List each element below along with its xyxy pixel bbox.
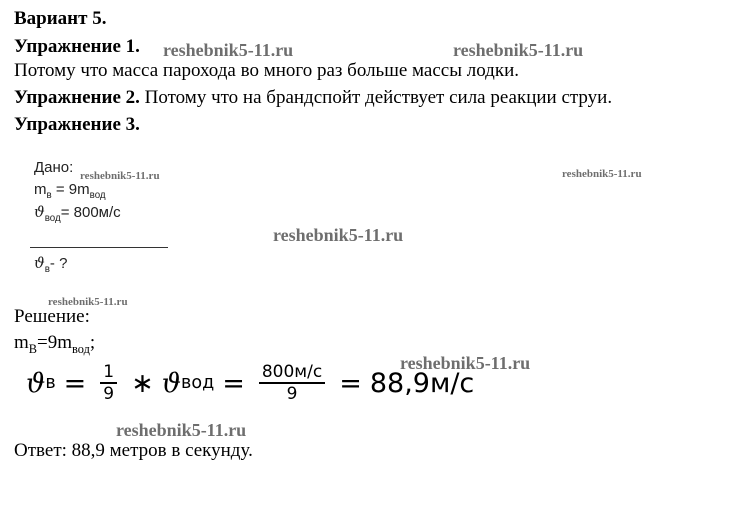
formula-lhs: ϑ (26, 367, 46, 399)
formula-multiply: ∗ (131, 367, 154, 399)
given-water-speed: $ϑ_{вод}= 800м/с$ (34, 203, 121, 224)
exercise1-text: Потому что масса парохода во много раз больше массы лодки. (14, 60, 519, 81)
exercise2-line (14, 87, 612, 109)
fraction-800-over-9: $\frac{800м/с}{9}$ (259, 362, 325, 404)
watermark: reshebnik5-11.ru (562, 168, 642, 180)
watermark: reshebnik5-11.ru (163, 40, 294, 60)
given-divider (30, 247, 168, 248)
given-title: Дано: (34, 159, 74, 176)
watermark: reshebnik5-11.ru (400, 353, 531, 373)
formula-equals-1: = (63, 367, 87, 399)
exercise2-text: Потому что на брандспойт действует сила реакции струи. (139, 87, 613, 108)
formula-equals-2: = (222, 367, 245, 399)
solution-relation: $m_В=9m_{вод}$; (14, 332, 96, 356)
formula-water-speed: ϑ (161, 367, 182, 399)
variant-title: Вариант 5. (14, 8, 107, 29)
answer-text: Ответ: 88,9 метров в секунду. (14, 440, 253, 461)
solution-label: Решение: (14, 306, 90, 327)
given-unknown: $ϑ_в-$ ? (34, 254, 68, 275)
watermark: reshebnik5-11.ru (80, 170, 160, 182)
formula-result: 88,9м/с (369, 367, 475, 399)
given-block (34, 157, 121, 223)
given-mass-relation: $m_в = 9m_{вод}$ (34, 181, 106, 201)
exercise1-label: Упражнение 1. (14, 36, 140, 57)
exercise3-label: Упражнение 3. (14, 114, 140, 135)
fraction-one-ninth: $\frac{1}{9}$ (100, 362, 117, 404)
formula-equals-3: = (339, 367, 362, 399)
exercise2-label: Упражнение 2. (14, 87, 140, 108)
watermark: reshebnik5-11.ru (48, 296, 128, 308)
watermark: reshebnik5-11.ru (116, 420, 247, 440)
speed-formula: ϑ в = $\frac{1}{9}$ ∗ ϑ вод = $\frac{800м/с}{9}$ = 88,9м/с (26, 362, 475, 404)
watermark: reshebnik5-11.ru (273, 225, 404, 245)
watermark: reshebnik5-11.ru (453, 40, 584, 60)
